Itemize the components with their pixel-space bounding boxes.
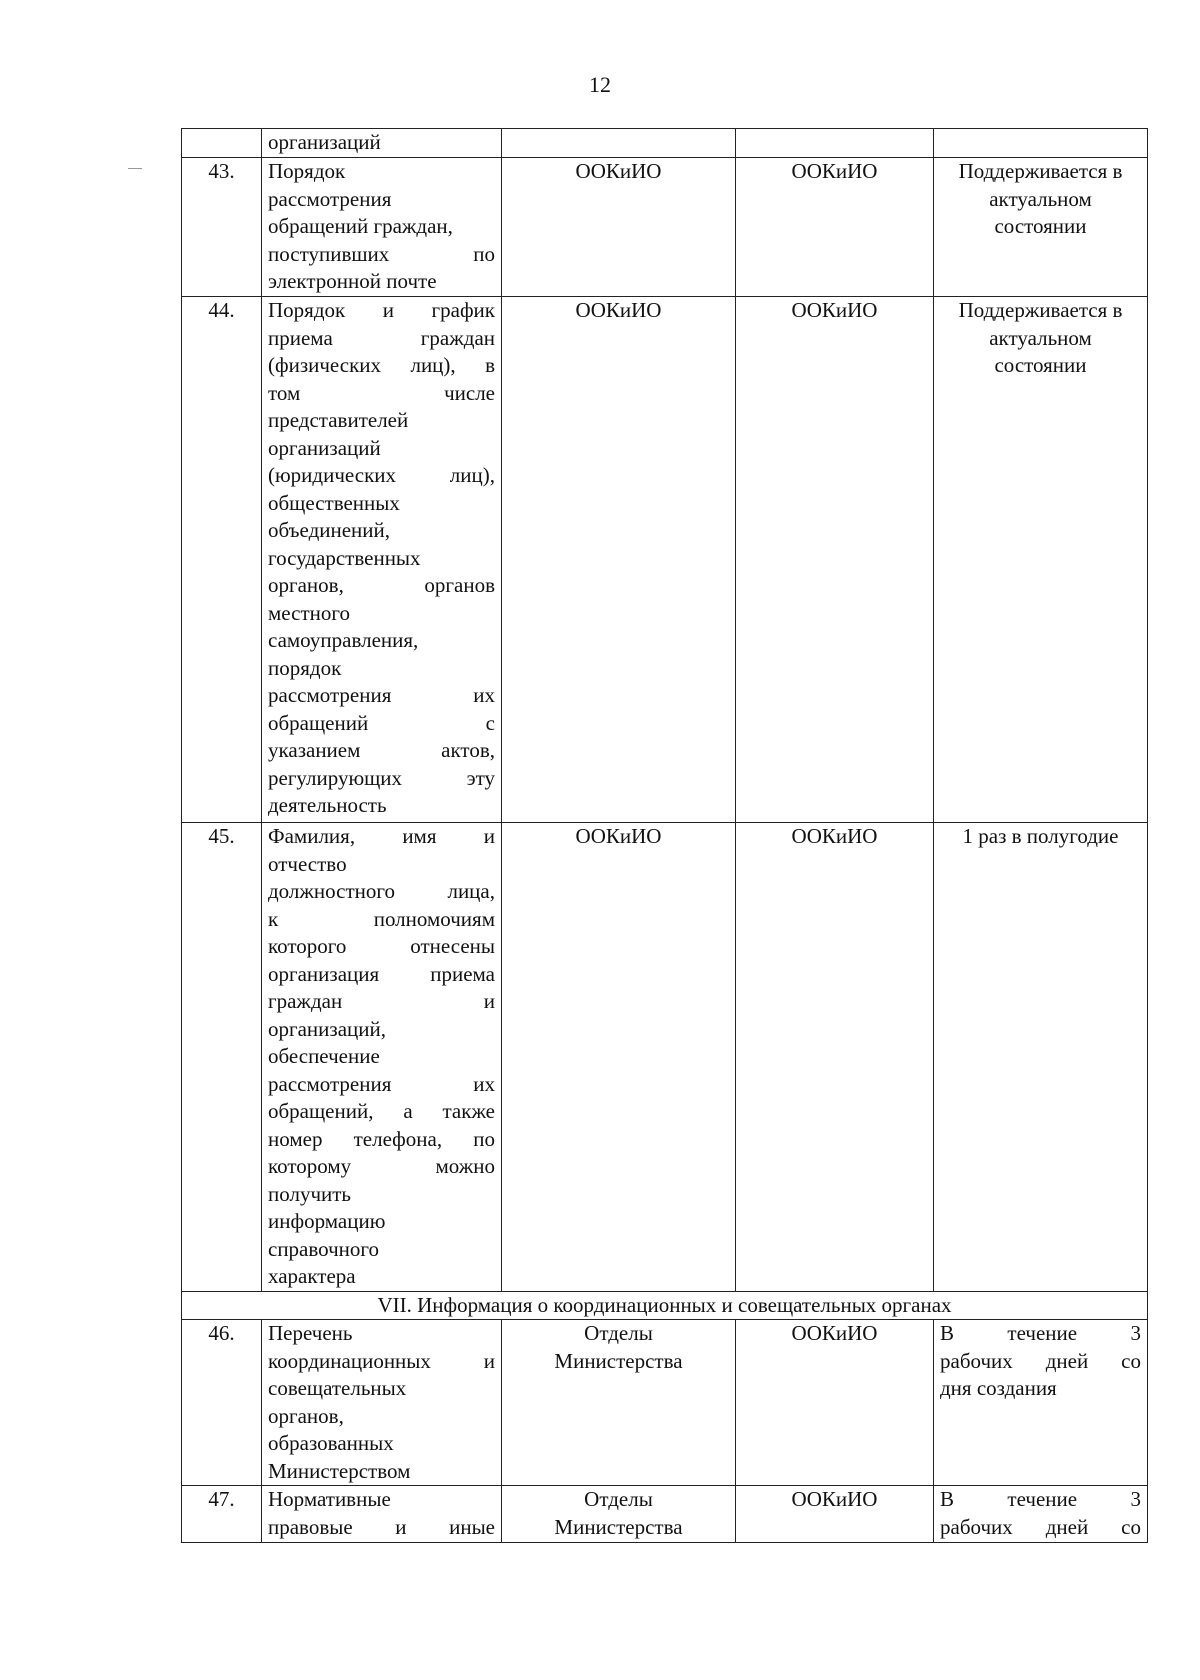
- term-line: 1 раз в полугодие: [962, 824, 1119, 848]
- item-name-line: получить: [268, 1181, 351, 1206]
- item-name-line: Фамилия, имя и: [268, 824, 495, 848]
- item-name-cell: [262, 823, 502, 1292]
- item-name-line: Порядок: [268, 159, 346, 183]
- term-line: состоянии: [994, 353, 1087, 377]
- item-name-line: характера: [268, 1264, 356, 1288]
- responsible-cell: [502, 1486, 736, 1543]
- table-row: [182, 158, 1148, 297]
- item-name-line: рассмотрения: [268, 186, 392, 211]
- table-row: [182, 129, 1148, 158]
- term-line: Поддерживается в: [958, 298, 1123, 322]
- item-name-line: которому можно: [268, 1154, 495, 1178]
- responsible-cell: ООКиИО: [736, 823, 934, 1292]
- item-name-line: Порядок и график: [268, 298, 495, 322]
- term-cell: [934, 823, 1148, 1292]
- item-name-line: порядок: [268, 655, 342, 680]
- item-name-line: обращений с: [268, 710, 495, 735]
- row-number-cell: 47.: [182, 1486, 262, 1543]
- responsible-cell: [502, 1320, 736, 1486]
- section-row: [182, 1291, 1148, 1320]
- term-cell: [934, 1486, 1148, 1543]
- term-line: актуальном: [989, 186, 1092, 211]
- term-cell: [934, 297, 1148, 823]
- item-name-line: рассмотрения их: [268, 683, 495, 707]
- table-row: [182, 297, 1148, 823]
- term-cell: [934, 129, 1148, 158]
- responsible-cell: [736, 129, 934, 158]
- table-row: [182, 1320, 1148, 1486]
- item-name-line: обращений, а также: [268, 1099, 495, 1123]
- item-name-line: Министерством: [268, 1458, 411, 1483]
- term-line: дня создания: [940, 1376, 1057, 1400]
- item-name-line: обращений граждан,: [268, 214, 453, 238]
- responsible-cell: ООКиИО: [736, 1486, 934, 1543]
- item-name-cell: [262, 158, 502, 297]
- item-name-cell: [262, 1486, 502, 1543]
- item-name-line: органов,: [268, 1403, 344, 1428]
- item-name-cell: [262, 1320, 502, 1486]
- term-line: В течение 3: [940, 1321, 1141, 1345]
- item-name-line: правовые и иные: [268, 1514, 495, 1539]
- term-line: рабочих дней со: [940, 1514, 1141, 1539]
- document-table: [181, 128, 1148, 1543]
- item-name-line: организаций: [268, 130, 381, 154]
- responsible-line: Министерства: [554, 1348, 683, 1373]
- item-name-line: рассмотрения их: [268, 1071, 495, 1096]
- item-name-line: организаций,: [268, 1016, 386, 1041]
- row-number-cell: 45.: [182, 823, 262, 1292]
- item-name-line: самоуправления,: [268, 628, 419, 652]
- section-heading: VII. Информация о координационных и совещательных органах: [182, 1291, 1148, 1320]
- responsible-line: Отделы: [584, 1487, 653, 1511]
- item-name-line: номер телефона, по: [268, 1126, 495, 1151]
- item-name-line: к полномочиям: [268, 906, 495, 931]
- term-line: рабочих дней со: [940, 1348, 1141, 1373]
- item-name-line: координационных и: [268, 1348, 495, 1373]
- scan-margin-mark: [128, 168, 142, 169]
- item-name-line: организаций: [268, 435, 381, 460]
- row-number-cell: [182, 129, 262, 158]
- item-name-line: местного: [268, 600, 350, 625]
- table-row: [182, 823, 1148, 1292]
- row-number-cell: 43.: [182, 158, 262, 297]
- item-name-line: приема граждан: [268, 325, 495, 350]
- responsible-cell: ООКиИО: [502, 823, 736, 1292]
- item-name-line: указанием актов,: [268, 738, 495, 762]
- term-line: В течение 3: [940, 1487, 1141, 1511]
- item-name-line: информацию: [268, 1209, 386, 1233]
- item-name-line: справочного: [268, 1236, 379, 1261]
- item-name-line: (физических лиц), в: [268, 353, 495, 377]
- item-name-line: Перечень: [268, 1321, 353, 1345]
- responsible-cell: [502, 129, 736, 158]
- item-name-line: регулирующих эту: [268, 765, 495, 790]
- responsible-cell: ООКиИО: [502, 158, 736, 297]
- responsible-cell: ООКиИО: [736, 158, 934, 297]
- item-name-cell: [262, 129, 502, 158]
- item-name-line: поступивших по: [268, 241, 495, 266]
- term-cell: [934, 158, 1148, 297]
- page-number: 12: [589, 72, 611, 97]
- term-line: Поддерживается в: [958, 159, 1123, 183]
- row-number-cell: 44.: [182, 297, 262, 823]
- item-name-line: государственных: [268, 545, 421, 570]
- item-name-line: общественных: [268, 490, 400, 515]
- item-name-line: Нормативные: [268, 1487, 391, 1511]
- item-name-line: электронной почте: [268, 269, 437, 293]
- responsible-line: Отделы: [584, 1321, 653, 1345]
- term-line: состоянии: [994, 214, 1087, 238]
- item-name-line: (юридических лиц),: [268, 463, 495, 487]
- item-name-line: том числе: [268, 380, 495, 405]
- term-line: актуальном: [989, 325, 1092, 350]
- item-name-line: совещательных: [268, 1376, 407, 1400]
- term-cell: [934, 1320, 1148, 1486]
- item-name-line: граждан и: [268, 989, 495, 1013]
- responsible-cell: ООКиИО: [502, 297, 736, 823]
- item-name-line: деятельность: [268, 793, 387, 817]
- item-name-line: которого отнесены: [268, 934, 495, 958]
- item-name-cell: [262, 297, 502, 823]
- responsible-cell: ООКиИО: [736, 1320, 934, 1486]
- item-name-line: обеспечение: [268, 1044, 380, 1068]
- responsible-cell: ООКиИО: [736, 297, 934, 823]
- item-name-line: отчество: [268, 851, 347, 876]
- item-name-line: должностного лица,: [268, 879, 495, 903]
- item-name-line: объединений,: [268, 518, 391, 542]
- table-row: [182, 1486, 1148, 1543]
- item-name-line: представителей: [268, 408, 409, 432]
- item-name-line: образованных: [268, 1431, 394, 1455]
- item-name-line: организация приема: [268, 961, 495, 986]
- row-number-cell: 46.: [182, 1320, 262, 1486]
- item-name-line: органов, органов: [268, 573, 495, 597]
- responsible-line: Министерства: [554, 1514, 683, 1539]
